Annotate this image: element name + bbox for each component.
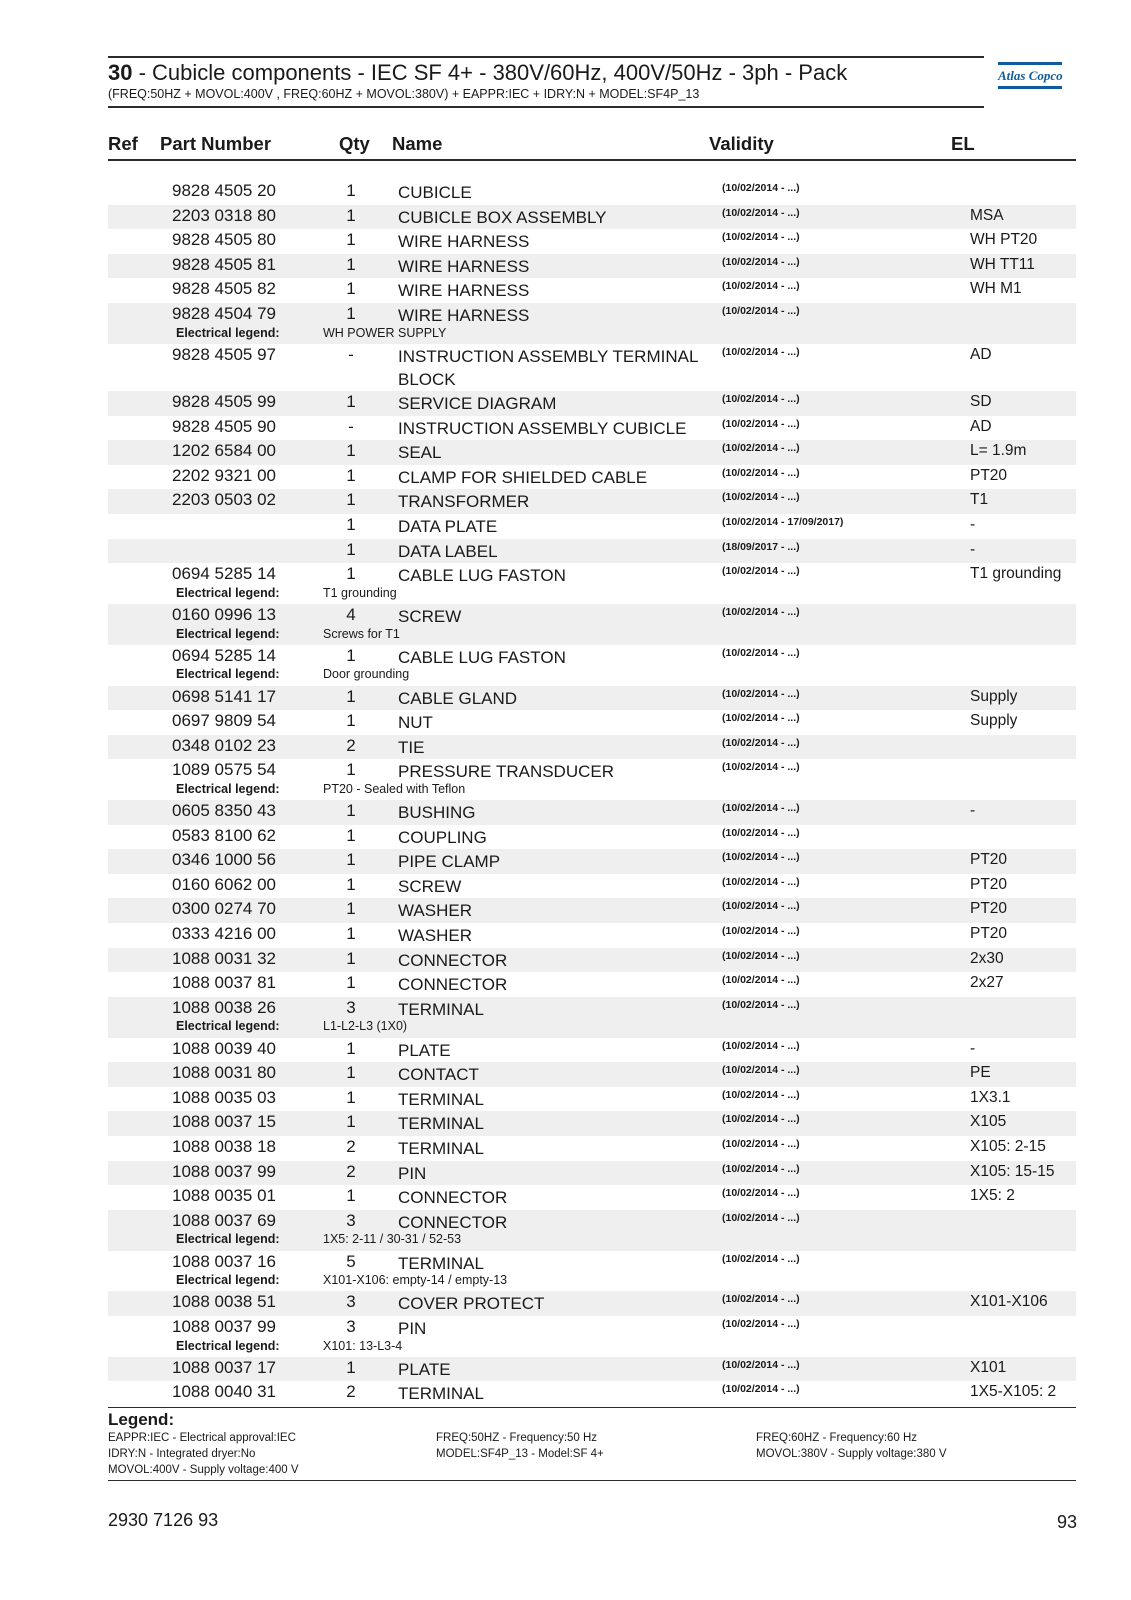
validity: (10/02/2014 - ...) — [722, 1064, 800, 1077]
quantity: 1 — [346, 303, 356, 323]
quantity: 1 — [346, 490, 356, 510]
part-number: 1088 0040 31 — [172, 1382, 276, 1402]
part-number: 9828 4505 99 — [172, 391, 276, 411]
validity: (10/02/2014 - ...) — [722, 231, 800, 244]
part-name: BUSHING — [398, 803, 476, 823]
el-code: PT20 — [970, 875, 1008, 893]
table-row — [108, 923, 1076, 948]
part-number: 0348 0102 23 — [172, 735, 276, 755]
column-part-number: Part Number — [160, 133, 272, 154]
electrical-legend-label: Electrical legend: — [176, 1232, 280, 1247]
part-name: CABLE LUG FASTON — [398, 647, 566, 667]
validity: (10/02/2014 - ...) — [722, 1088, 800, 1101]
electrical-legend-label: Electrical legend: — [176, 626, 280, 641]
quantity: 5 — [346, 1251, 356, 1271]
validity: (10/02/2014 - ...) — [722, 345, 800, 358]
quantity: 1 — [346, 1087, 356, 1107]
table-row — [108, 563, 1076, 604]
validity: (10/02/2014 - ...) — [722, 761, 800, 774]
part-name: CONTACT — [398, 1065, 479, 1085]
part-name: DATA PLATE — [398, 516, 498, 536]
quantity: 1 — [346, 205, 356, 225]
part-number: 1088 0037 17 — [172, 1357, 276, 1377]
quantity: 1 — [346, 801, 356, 821]
table-row — [108, 800, 1076, 825]
part-name: TIE — [398, 737, 425, 757]
part-name: TERMINAL — [398, 1089, 484, 1109]
quantity: 1 — [346, 1357, 356, 1377]
legend-item: FREQ:60HZ - Frequency:60 Hz — [756, 1432, 918, 1444]
quantity: 1 — [346, 899, 356, 919]
part-number: 2202 9321 00 — [172, 465, 276, 485]
electrical-legend-text: Door grounding — [323, 667, 410, 682]
part-name: SERVICE DIAGRAM — [398, 393, 557, 413]
electrical-legend-label: Electrical legend: — [176, 667, 280, 682]
validity: (10/02/2014 - ...) — [722, 417, 800, 430]
column-validity: Validity — [709, 133, 774, 154]
part-name: PLATE — [398, 1359, 451, 1379]
quantity: 1 — [346, 825, 356, 845]
part-number: 9828 4505 20 — [172, 181, 276, 200]
quantity: 1 — [346, 973, 356, 993]
part-number: 2203 0503 02 — [172, 490, 276, 510]
table-row — [108, 898, 1076, 923]
validity: (10/02/2014 - ...) — [722, 1293, 800, 1306]
quantity: 2 — [346, 1137, 356, 1156]
el-code: WH TT11 — [970, 255, 1035, 273]
part-number: 0697 9809 54 — [172, 711, 276, 731]
validity: (10/02/2014 - ...) — [722, 1162, 800, 1175]
logo-bottom-bar — [998, 86, 1062, 89]
validity: (10/02/2014 - ...) — [722, 442, 800, 455]
quantity: 3 — [346, 997, 356, 1017]
part-name: PIN — [398, 1163, 427, 1183]
section-title: - Cubicle components - IEC SF 4+ - 380V/60Hz, 400V/50Hz - 3ph - Pack — [132, 60, 848, 85]
part-number: 1088 0038 18 — [172, 1137, 276, 1156]
part-name: CUBICLE BOX ASSEMBLY — [398, 207, 607, 227]
page-subtitle: (FREQ:50HZ + MOVOL:400V , FREQ:60HZ + MOVOL:380V) + EAPPR:IEC + IDRY:N + MODEL:SF4P_13 — [108, 87, 700, 101]
table-row — [108, 874, 1076, 899]
validity: (10/02/2014 - ...) — [722, 646, 800, 659]
legend-item: MODEL:SF4P_13 - Model:SF 4+ — [436, 1448, 604, 1460]
el-code: WH PT20 — [970, 231, 1038, 249]
part-number: 1088 0031 32 — [172, 948, 276, 968]
part-number: 1088 0035 03 — [172, 1087, 276, 1107]
part-number: 1088 0031 80 — [172, 1063, 276, 1083]
el-code: PT20 — [970, 925, 1008, 943]
part-number: 0694 5285 14 — [172, 564, 276, 584]
el-code: 2x30 — [970, 949, 1004, 967]
part-name: INSTRUCTION ASSEMBLY TERMINAL BLOCK — [398, 346, 698, 389]
part-name: TERMINAL — [398, 1384, 484, 1404]
quantity: 2 — [346, 735, 356, 755]
table-row — [108, 1062, 1076, 1087]
el-code: L= 1.9m — [970, 442, 1027, 460]
el-code: MSA — [970, 206, 1004, 224]
electrical-legend-text: X101-X106: empty-14 / empty-13 — [323, 1273, 508, 1288]
validity: (10/02/2014 - ...) — [722, 255, 800, 268]
validity: (10/02/2014 - ...) — [722, 900, 800, 913]
quantity: - — [348, 416, 354, 436]
el-code: - — [970, 1039, 976, 1057]
electrical-legend-text: PT20 - Sealed with Teflon — [323, 781, 466, 796]
table-row — [108, 710, 1076, 735]
el-code: Supply — [970, 712, 1018, 730]
quantity: 1 — [346, 850, 356, 870]
table-header — [108, 131, 1076, 161]
table-row — [108, 686, 1076, 711]
table-row — [108, 759, 1076, 800]
column-el: EL — [951, 133, 975, 154]
validity: (10/02/2014 - ...) — [722, 712, 800, 725]
validity: (10/02/2014 - ...) — [722, 875, 800, 888]
part-number: 9828 4505 97 — [172, 344, 276, 364]
table-row — [108, 416, 1076, 441]
part-number: 0346 1000 56 — [172, 850, 276, 870]
table-row — [108, 539, 1076, 564]
quantity: 1 — [346, 230, 356, 250]
quantity: 1 — [346, 539, 356, 559]
part-name: WASHER — [398, 901, 472, 921]
quantity: 1 — [346, 181, 356, 200]
electrical-legend-label: Electrical legend: — [176, 585, 280, 600]
validity: (10/02/2014 - ...) — [722, 1211, 800, 1224]
quantity: 3 — [346, 1210, 356, 1230]
table-row — [108, 1316, 1076, 1357]
el-code: 1X3.1 — [970, 1088, 1011, 1106]
part-number: 2203 0318 80 — [172, 205, 276, 225]
el-code: AD — [970, 345, 992, 363]
part-number: 9828 4505 82 — [172, 279, 276, 299]
el-code: T1 grounding — [970, 565, 1062, 583]
validity: (10/02/2014 - ...) — [722, 466, 800, 479]
table-row — [108, 391, 1076, 416]
table-row — [108, 465, 1076, 490]
validity: (10/02/2014 - ...) — [722, 1252, 800, 1265]
el-code: - — [970, 540, 976, 558]
part-name: CONNECTOR — [398, 950, 508, 970]
quantity: 3 — [346, 1292, 356, 1312]
legend-item: MOVOL:380V - Supply voltage:380 V — [756, 1448, 947, 1460]
quantity: 1 — [346, 564, 356, 584]
table-row — [108, 254, 1076, 279]
quantity: 1 — [346, 441, 356, 461]
table-row — [108, 440, 1076, 465]
part-name: CABLE GLAND — [398, 688, 518, 708]
quantity: 1 — [346, 948, 356, 968]
part-number: 1088 0038 26 — [172, 997, 276, 1017]
legend-box — [108, 1407, 1076, 1481]
validity: (10/02/2014 - ...) — [722, 925, 800, 938]
quantity: 3 — [346, 1316, 356, 1336]
validity: (10/02/2014 - ...) — [722, 491, 800, 504]
section-number: 30 — [108, 60, 133, 85]
part-name: SCREW — [398, 876, 462, 896]
validity: (10/02/2014 - ...) — [722, 565, 800, 578]
validity: (10/02/2014 - ...) — [722, 304, 800, 317]
electrical-legend-text: X101: 13-L3-4 — [323, 1338, 403, 1353]
atlas-copco-logo — [998, 62, 1062, 94]
validity: (10/02/2014 - ...) — [722, 206, 800, 219]
quantity: - — [348, 344, 354, 364]
el-code: - — [970, 515, 976, 533]
part-number: 1202 6584 00 — [172, 441, 276, 461]
validity: (10/02/2014 - ...) — [722, 392, 800, 405]
el-code: X105: 2-15 — [970, 1138, 1046, 1155]
part-name: WIRE HARNESS — [398, 256, 530, 276]
validity: (10/02/2014 - ...) — [722, 826, 800, 839]
document-number: 2930 7126 93 — [108, 1510, 219, 1530]
electrical-legend-label: Electrical legend: — [176, 1338, 280, 1353]
part-number: 1089 0575 54 — [172, 760, 276, 780]
quantity: 1 — [346, 645, 356, 665]
part-name: CONNECTOR — [398, 1212, 508, 1232]
electrical-legend-label: Electrical legend: — [176, 1019, 280, 1034]
part-name: SEAL — [398, 443, 442, 463]
part-number: 0698 5141 17 — [172, 686, 276, 706]
part-name: COVER PROTECT — [398, 1294, 545, 1314]
part-number: 0300 0274 70 — [172, 899, 276, 919]
part-name: COUPLING — [398, 827, 487, 847]
part-number: 1088 0037 99 — [172, 1161, 276, 1181]
el-code: AD — [970, 417, 992, 435]
validity: (10/02/2014 - ...) — [722, 998, 800, 1011]
el-code: PE — [970, 1064, 991, 1082]
table-row — [108, 1381, 1076, 1406]
table-row — [108, 1251, 1076, 1292]
el-code: PT20 — [970, 851, 1008, 869]
quantity: 2 — [346, 1161, 356, 1181]
validity: (10/02/2014 - ...) — [722, 1113, 800, 1126]
el-code: 1X5: 2 — [970, 1187, 1015, 1205]
validity: (18/09/2017 - ...) — [722, 540, 800, 553]
electrical-legend-text: L1-L2-L3 (1X0) — [323, 1019, 408, 1034]
electrical-legend-label: Electrical legend: — [176, 781, 280, 796]
part-number: 9828 4505 80 — [172, 230, 276, 250]
validity: (10/02/2014 - ...) — [722, 1383, 800, 1396]
logo-text: Atlas Copco — [998, 68, 1063, 83]
table-row — [108, 849, 1076, 874]
el-code: Supply — [970, 687, 1018, 705]
validity: (10/02/2014 - ...) — [722, 280, 800, 293]
part-name: CONNECTOR — [398, 975, 508, 995]
electrical-legend-text: WH POWER SUPPLY — [323, 325, 447, 340]
el-code: 1X5-X105: 2 — [970, 1383, 1057, 1401]
part-name: INSTRUCTION ASSEMBLY CUBICLE — [398, 418, 687, 438]
part-number: 1088 0037 81 — [172, 973, 276, 993]
validity: (10/02/2014 - ...) — [722, 687, 800, 700]
part-name: PLATE — [398, 1040, 451, 1060]
part-name: TERMINAL — [398, 1114, 484, 1134]
part-name: WIRE HARNESS — [398, 232, 530, 252]
table-row — [108, 278, 1076, 303]
el-code: - — [970, 802, 976, 820]
el-code: X101-X106 — [970, 1293, 1048, 1311]
part-name: WIRE HARNESS — [398, 281, 530, 301]
part-number: 0605 8350 43 — [172, 801, 276, 821]
validity: (10/02/2014 - ...) — [722, 1039, 800, 1052]
table-row — [108, 1185, 1076, 1210]
electrical-legend-label: Electrical legend: — [176, 1273, 280, 1288]
validity: (10/02/2014 - ...) — [722, 851, 800, 864]
quantity: 1 — [346, 686, 356, 706]
quantity: 1 — [346, 391, 356, 411]
part-number: 9828 4504 79 — [172, 303, 276, 323]
el-code: PT20 — [970, 900, 1008, 918]
quantity: 1 — [346, 1186, 356, 1206]
table-row — [108, 489, 1076, 514]
electrical-legend-label: Electrical legend: — [176, 325, 280, 340]
legend-item: FREQ:50HZ - Frequency:50 Hz — [436, 1432, 598, 1444]
table-row — [108, 205, 1076, 230]
quantity: 1 — [346, 1063, 356, 1083]
parts-table — [108, 180, 1076, 1406]
electrical-legend-text: T1 grounding — [323, 585, 397, 600]
validity: (10/02/2014 - ...) — [722, 802, 800, 815]
part-number: 1088 0035 01 — [172, 1186, 276, 1206]
part-name: PIPE CLAMP — [398, 852, 501, 872]
part-number: 9828 4505 81 — [172, 254, 276, 274]
table-row — [108, 997, 1076, 1038]
el-code: SD — [970, 392, 992, 410]
table-row — [108, 825, 1076, 850]
part-number: 1088 0037 69 — [172, 1210, 276, 1230]
quantity: 1 — [346, 924, 356, 944]
part-number: 1088 0037 16 — [172, 1251, 276, 1271]
column-ref: Ref — [108, 133, 138, 154]
page-title — [108, 60, 847, 86]
table-row — [108, 604, 1076, 645]
part-name: CLAMP FOR SHIELDED CABLE — [398, 467, 648, 487]
table-row — [108, 1111, 1076, 1136]
table-row — [108, 1210, 1076, 1251]
table-row — [108, 1357, 1076, 1382]
part-name: SCREW — [398, 606, 462, 626]
quantity: 1 — [346, 514, 356, 534]
table-row — [108, 1291, 1076, 1316]
part-name: CUBICLE — [398, 183, 472, 202]
part-number: 0694 5285 14 — [172, 645, 276, 665]
part-name: TERMINAL — [398, 999, 484, 1019]
el-code: X105: 15-15 — [970, 1162, 1055, 1180]
table-row — [108, 344, 1076, 391]
part-name: TRANSFORMER — [398, 492, 530, 512]
page-header — [108, 56, 984, 108]
el-code: X101 — [970, 1358, 1007, 1376]
part-name: WASHER — [398, 926, 472, 946]
legend-item: MOVOL:400V - Supply voltage:400 V — [108, 1464, 299, 1476]
table-row — [108, 645, 1076, 686]
quantity: 4 — [346, 604, 356, 624]
quantity: 1 — [346, 1038, 356, 1058]
validity: (10/02/2014 - ...) — [722, 605, 800, 618]
part-number: 1088 0037 99 — [172, 1316, 276, 1336]
part-number: 0583 8100 62 — [172, 825, 276, 845]
quantity: 1 — [346, 254, 356, 274]
quantity: 2 — [346, 1382, 356, 1402]
table-row — [108, 1087, 1076, 1112]
validity: (10/02/2014 - ...) — [722, 182, 800, 194]
el-code: T1 — [970, 491, 989, 509]
legend-title: Legend: — [108, 1410, 175, 1429]
quantity: 1 — [346, 279, 356, 299]
part-name: DATA LABEL — [398, 541, 498, 561]
table-row — [108, 948, 1076, 973]
table-row — [108, 735, 1076, 760]
quantity: 1 — [346, 874, 356, 894]
table-row — [108, 229, 1076, 254]
part-name: TERMINAL — [398, 1139, 484, 1158]
el-code: PT20 — [970, 466, 1008, 484]
quantity: 1 — [346, 1112, 356, 1132]
quantity: 1 — [346, 760, 356, 780]
page-number: 93 — [1057, 1512, 1078, 1532]
validity: (10/02/2014 - ...) — [722, 1187, 800, 1200]
table-row — [108, 514, 1076, 539]
table-row — [108, 972, 1076, 997]
validity: (10/02/2014 - ...) — [722, 736, 800, 749]
table-row — [108, 180, 1076, 205]
part-number: 1088 0039 40 — [172, 1038, 276, 1058]
el-code: 2x27 — [970, 974, 1004, 992]
validity: (10/02/2014 - ...) — [722, 974, 800, 987]
part-name: CABLE LUG FASTON — [398, 566, 566, 586]
part-number: 9828 4505 90 — [172, 416, 276, 436]
legend-item: IDRY:N - Integrated dryer:No — [108, 1448, 256, 1460]
part-number: 0160 6062 00 — [172, 874, 276, 894]
column-qty: Qty — [339, 133, 370, 154]
validity: (10/02/2014 - ...) — [722, 1138, 800, 1150]
part-name: WIRE HARNESS — [398, 305, 530, 325]
part-name: CONNECTOR — [398, 1188, 508, 1208]
quantity: 1 — [346, 711, 356, 731]
part-number: 0160 0996 13 — [172, 604, 276, 624]
part-name: PIN — [398, 1318, 427, 1338]
validity: (10/02/2014 - 17/09/2017) — [722, 515, 844, 528]
quantity: 1 — [346, 465, 356, 485]
part-number: 1088 0037 15 — [172, 1112, 276, 1132]
el-code: WH M1 — [970, 280, 1022, 298]
electrical-legend-text: 1X5: 2-11 / 30-31 / 52-53 — [323, 1232, 462, 1247]
part-name: TERMINAL — [398, 1253, 484, 1273]
table-row — [108, 1038, 1076, 1063]
validity: (10/02/2014 - ...) — [722, 1317, 800, 1330]
table-row — [108, 1161, 1076, 1186]
electrical-legend-text: Screws for T1 — [323, 626, 400, 641]
part-number: 0333 4216 00 — [172, 924, 276, 944]
el-code: X105 — [970, 1113, 1007, 1131]
validity: (10/02/2014 - ...) — [722, 1358, 800, 1371]
logo-top-bar — [998, 62, 1062, 65]
legend-item: EAPPR:IEC - Electrical approval:IEC — [108, 1432, 296, 1444]
part-name: PRESSURE TRANSDUCER — [398, 762, 615, 782]
part-number: 1088 0038 51 — [172, 1292, 276, 1312]
column-name: Name — [392, 133, 443, 154]
part-name: NUT — [398, 713, 433, 733]
table-row — [108, 303, 1076, 344]
validity: (10/02/2014 - ...) — [722, 949, 800, 962]
table-row — [108, 1136, 1076, 1161]
